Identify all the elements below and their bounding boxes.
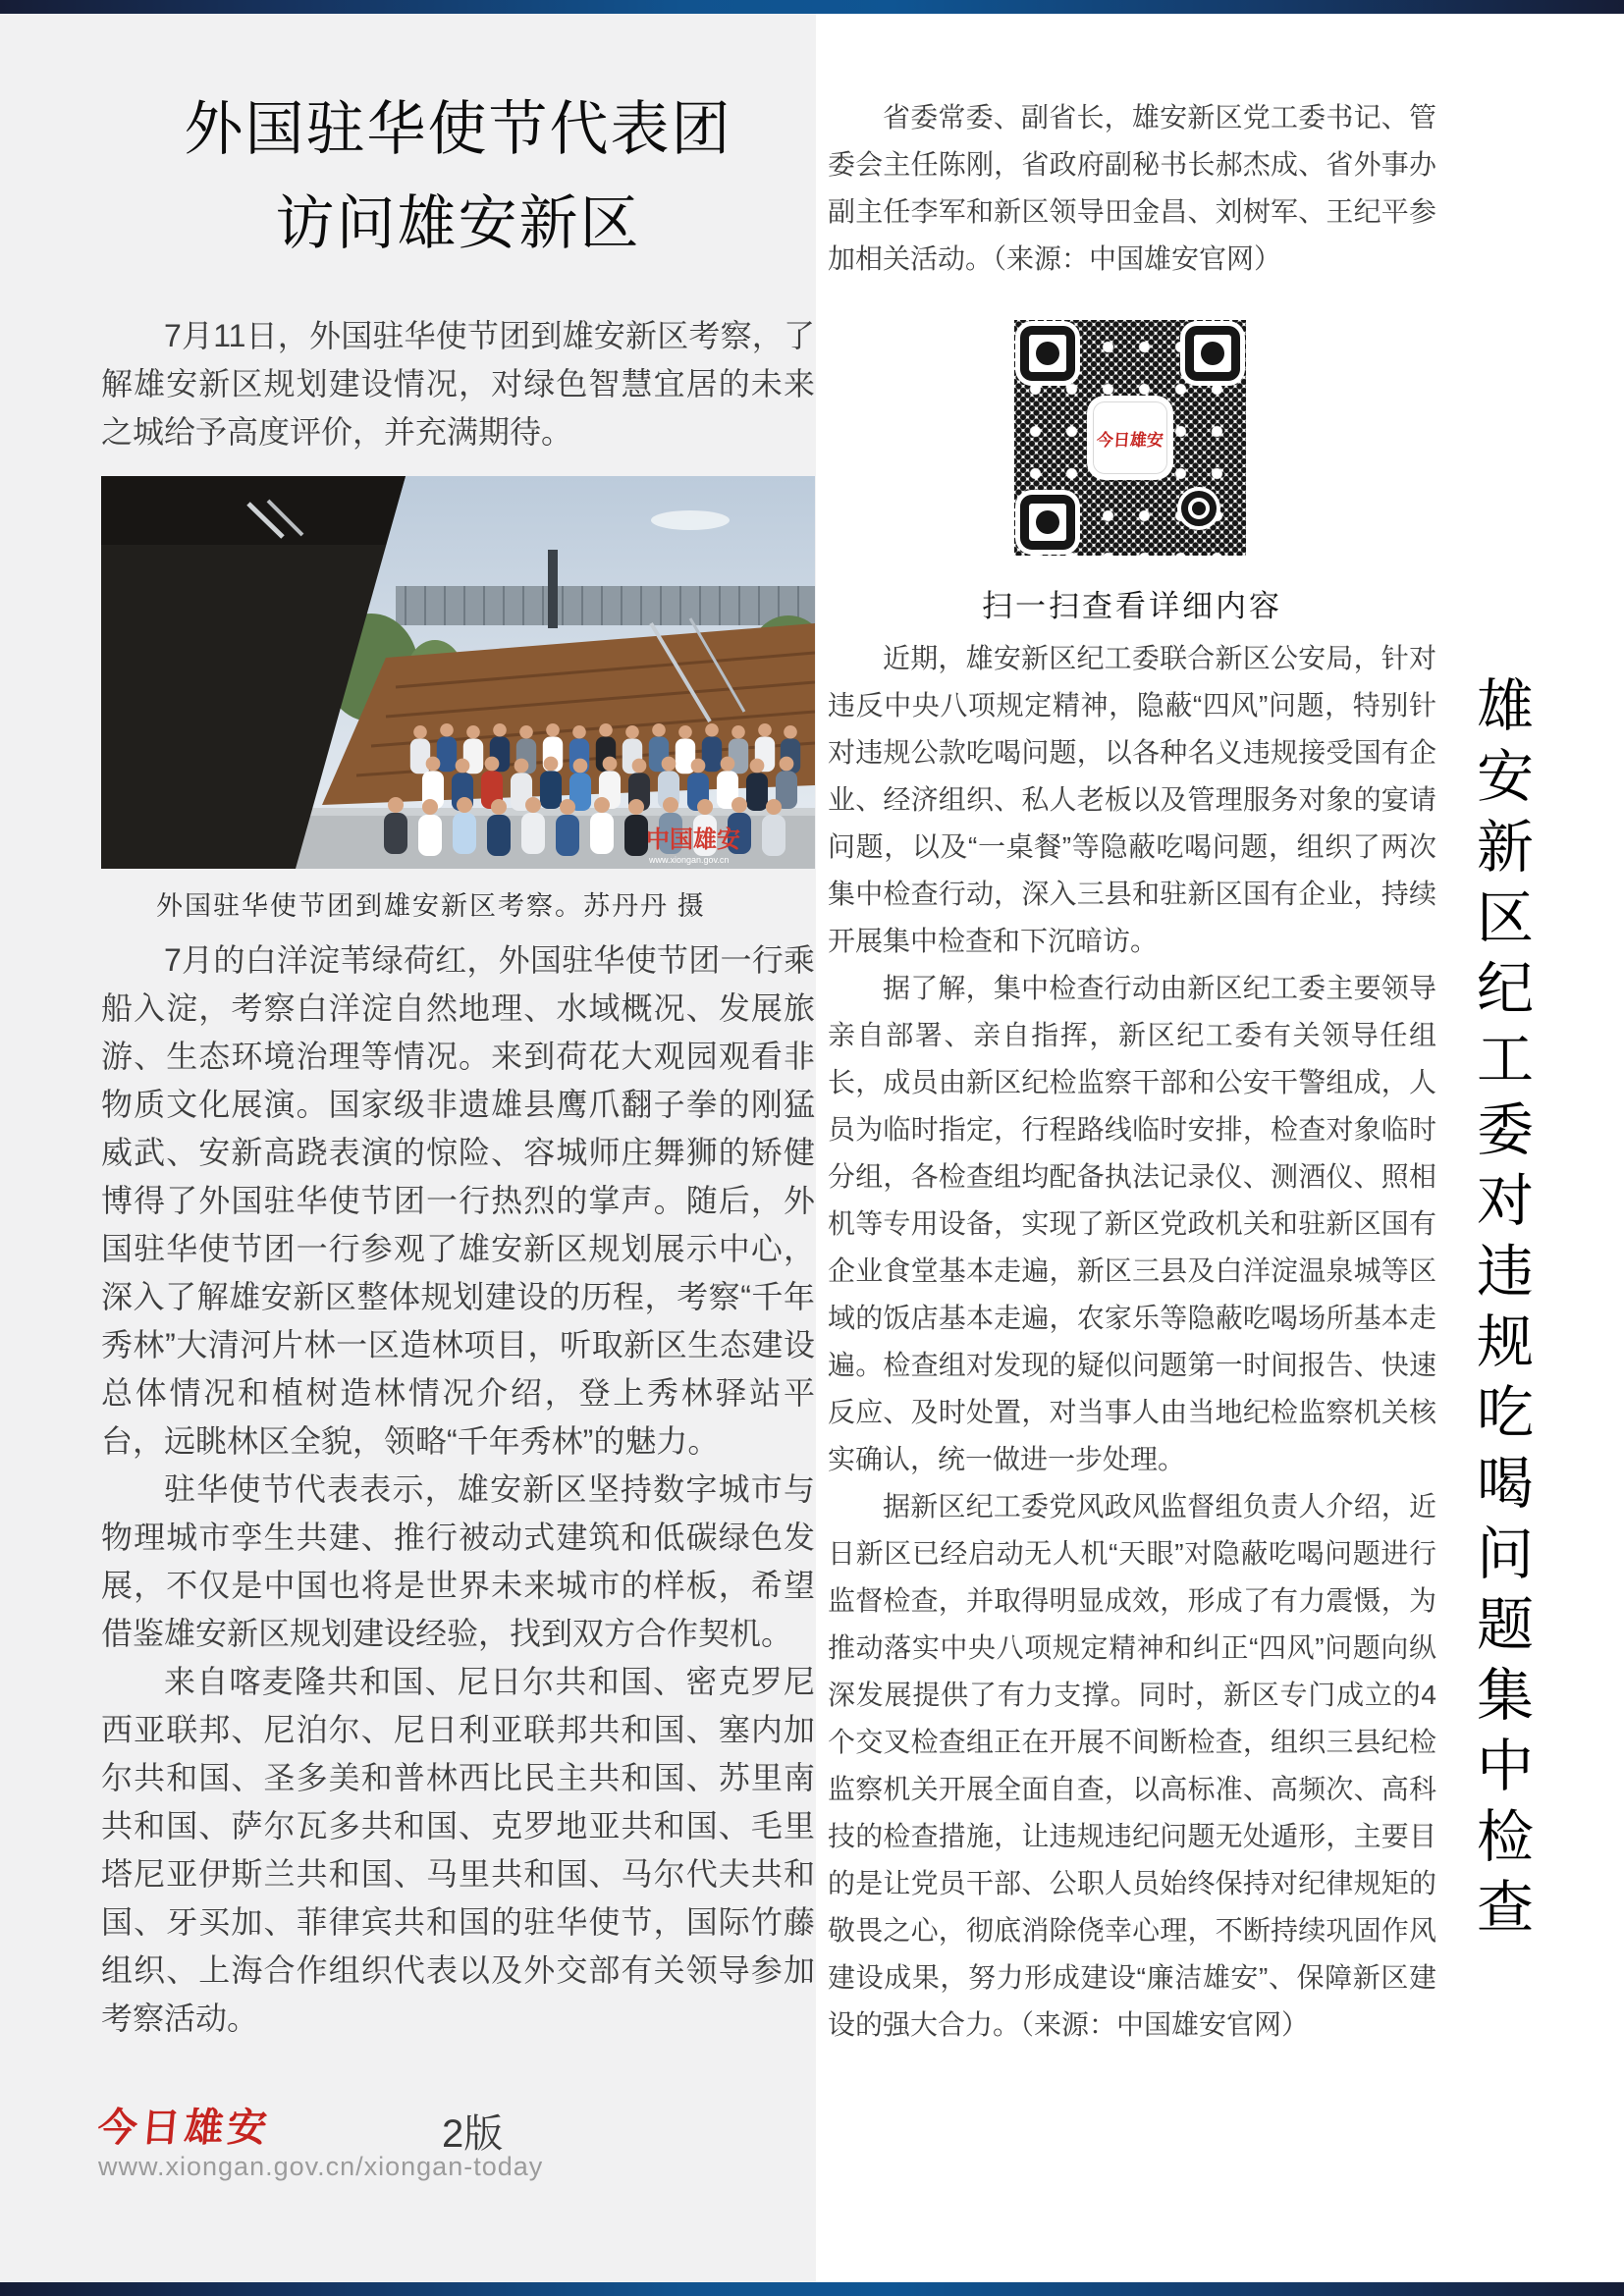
top-navy-bar: [0, 0, 1624, 14]
article-title-line1: 外国驻华使节代表团: [184, 97, 732, 162]
qr-finder-bottom-left-icon: [1020, 495, 1075, 550]
masthead-logo: 今日雄安: [95, 2106, 273, 2150]
paragraph-countries-list: 来自喀麦隆共和国、尼日尔共和国、密克罗尼西亚联邦、尼泊尔、尼日利亚联邦共和国、塞内加尔共和国、圣多美和普林西比民主共和国、苏里南共和国、萨尔瓦多共和国、克罗地亚共和国、毛里塔尼亚伊斯兰共和国、马里共和国、马尔代夫共和国、牙买加、菲律宾共和国的驻华使节，国际竹藤组织、上海合作组织代表以及外交部有关领导参加考察活动。: [101, 1664, 815, 2036]
article-title: [101, 82, 815, 271]
paragraph-inspection-results: 据新区纪工委党风政风监督组负责人介绍，近日新区已经启动无人机“天眼”对隐蔽吃喝问题进行监督检查，并取得明显成效，形成了有力震慑，为推动落实中央八项规定精神和纠正“四风”问题向纵深发展提供了有力支撑。同时，新区专门成立的4个交叉检查组正在开展不间断检查，组织三县纪检监察机关开展全面自查，以高标准、高频次、高科技的检查措施，让违规违纪问题无处遁形，主要目的是让党员干部、公职人员始终保持对纪律规矩的敬畏之心，彻底消除侥幸心理，不断持续巩固作风建设成果，努力形成建设“廉洁雄安”、保障新区建设的强大合力。（来源：中国雄安官网）: [828, 1491, 1436, 2040]
qr-caption: 扫一扫查看详细内容: [982, 589, 1282, 623]
article-title-line2: 访问雄安新区: [275, 191, 641, 256]
website-url-text: www.xiongan.gov.cn/xiongan-today: [98, 2152, 544, 2181]
qr-finder-top-right-icon: [1185, 326, 1240, 381]
svg-text:www.xiongan.gov.cn: www.xiongan.gov.cn: [649, 855, 730, 865]
qr-code: [1014, 320, 1246, 556]
left-article: [101, 14, 815, 2043]
paragraph-delegation-visit: 7月的白洋淀苇绿荷红，外国驻华使节团一行乘船入淀，考察白洋淀自然地理、水域概况、发展旅游、生态环境治理等情况。来到荷花大观园观看非物质文化展演。国家级非遗雄县鹰爪翻子拳的刚猛威武、安新高跷表演的惊险、容城师庄舞狮的矫健博得了外国驻华使节团一行热烈的掌声。随后，外国驻华使节团一行参观了雄安新区规划展示中心，深入了解雄安新区整体规划建设的历程，考察“千年秀林”大清河片林一区造林项目，听取新区生态建设总体情况和植树造林情况介绍，登上秀林驿站平台，远眺林区全貌，领略“千年秀林”的魅力。: [101, 942, 815, 1459]
photo-watermark-text: 中国雄安: [646, 828, 740, 853]
photo-illustration: [101, 476, 815, 869]
article-intro-paragraph: 7月11日，外国驻华使节团到雄安新区考察，了解雄安新区规划建设情况，对绿色智慧宜居的未来之城给予高度评价，并充满期待。: [101, 318, 815, 450]
paragraph-inspection-details: 据了解，集中检查行动由新区纪工委主要领导亲自部署、亲自指挥，新区纪工委有关领导任组长，成员由新区纪检监察干部和公安干警组成，人员为临时指定，行程路线临时安排，检查对象临时分组，各检查组均配备执法记录仪、测酒仪、照相机等专用设备，实现了新区党政机关和驻新区国有企业食堂基本走遍，新区三县及白洋淀温泉城等区域的饭店基本走遍，农家乐等隐蔽吃喝场所基本走遍。检查组对发现的疑似问题第一时间报告、快速反应、及时处置，对当事人由当地纪检监察机关核实确认，统一做进一步处理。: [828, 973, 1436, 1474]
qr-finder-bottom-right-icon: [1181, 491, 1217, 526]
vertical-article-title: 雄安新区纪工委对违规吃喝问题集中检查: [1468, 675, 1532, 1948]
page-edition-number: 2版: [442, 2112, 504, 2156]
qr-code-block: [1014, 320, 1250, 556]
paragraph-attendees: 省委常委、副省长，雄安新区党工委书记、管委会主任陈刚，省政府副秘书长郝杰成、省外事办副主任李军和新区领导田金昌、刘树军、王纪平参加相关活动。（来源：中国雄安官网）: [828, 102, 1436, 274]
right-column: [828, 94, 1436, 2049]
delegation-group-photo: [101, 476, 815, 869]
qr-center-logo-text: 今日雄安: [1096, 430, 1164, 450]
photo-caption: 外国驻华使节团到雄安新区考察。苏丹丹 摄: [156, 891, 706, 921]
paragraph-inspection-launch: 近期，雄安新区纪工委联合新区公安局，针对违反中央八项规定精神，隐蔽“四风”问题，特别针对违规公款吃喝问题，以各种名义违规接受国有企业、经济组织、私人老板以及管理服务对象的宴请问题，以及“一桌餐”等隐蔽吃喝问题，组织了两次集中检查行动，深入三县和驻新区国有企业，持续开展集中检查和下沉暗访。: [828, 643, 1436, 956]
qr-center-logo: [1093, 401, 1167, 474]
paragraph-delegate-remarks: 驻华使节代表表示，雄安新区坚持数字城市与物理城市孪生共建、推行被动式建筑和低碳绿色发展，不仅是中国也将是世界未来城市的样板，希望借鉴雄安新区规划建设经验，找到双方合作契机。: [101, 1471, 815, 1651]
bottom-navy-bar: [0, 2282, 1624, 2296]
qr-finder-top-left-icon: [1020, 326, 1075, 381]
